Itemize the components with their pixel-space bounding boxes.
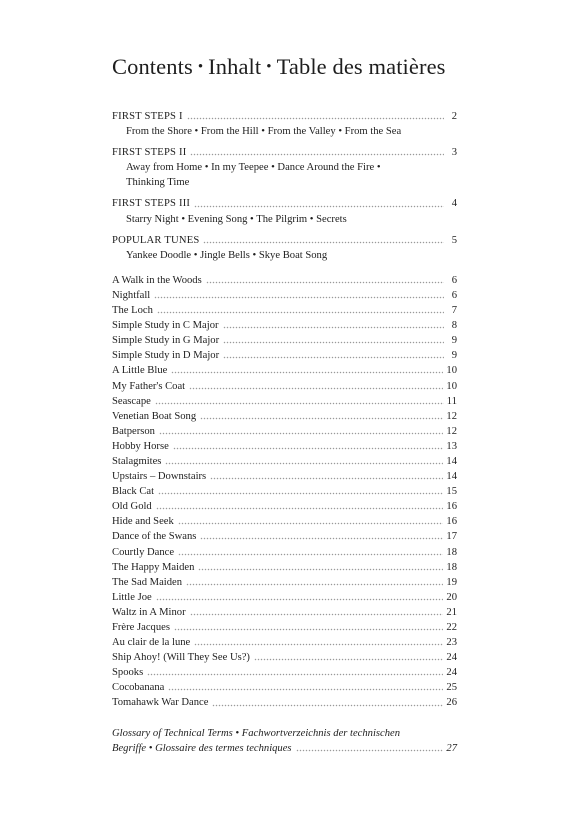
toc-section (112, 109, 457, 139)
dot-leader (159, 432, 443, 435)
page-number: 26 (446, 697, 457, 709)
toc-entry-row[interactable] (112, 454, 457, 469)
section-heading-row[interactable] (112, 145, 457, 160)
toc-entry-row[interactable] (112, 484, 457, 499)
entry-title: Black Cat (112, 486, 155, 498)
toc-entry-row[interactable] (112, 333, 457, 348)
page-number: 24 (446, 652, 457, 664)
title-contents: Contents (112, 54, 193, 79)
toc-entry-row[interactable] (112, 514, 457, 529)
entry-title: The Sad Maiden (112, 576, 183, 588)
toc-entry-row[interactable] (112, 318, 457, 333)
toc-section (112, 145, 457, 190)
entry-title: Stalagmites (112, 455, 162, 467)
entry-title: Hobby Horse (112, 440, 169, 452)
entry-title: The Loch (112, 305, 153, 317)
entry-title: My Father's Coat (112, 380, 186, 392)
page-number: 16 (446, 501, 457, 513)
entry-title: Begriffe • Glossaire des termes techniques (112, 742, 292, 754)
dot-leader (168, 688, 443, 691)
page-number: 14 (446, 455, 457, 467)
page-number: 12 (446, 425, 457, 437)
title-separator: • (197, 59, 204, 75)
dot-leader (200, 537, 443, 540)
toc-entry-row[interactable] (112, 499, 457, 514)
page-number: 18 (446, 546, 457, 558)
page-number: 9 (451, 335, 457, 347)
page-number: 9 (451, 350, 457, 362)
toc-entry-row[interactable] (112, 695, 457, 710)
toc-entry-row[interactable] (112, 469, 457, 484)
entry-title: A Walk in the Woods (112, 274, 202, 286)
toc-entry-row[interactable] (112, 424, 457, 439)
page-number: 27 (446, 742, 457, 754)
toc-entry-row[interactable] (112, 303, 457, 318)
dot-leader (223, 341, 444, 344)
toc-entry-row[interactable] (112, 545, 457, 560)
toc-section (112, 233, 457, 263)
section-subtitle: Yankee Doodle • Jingle Bells • Skye Boat Song (126, 249, 328, 261)
page-number: 24 (446, 667, 457, 679)
dot-leader (156, 598, 444, 601)
page-number: 5 (451, 234, 457, 246)
page-number: 18 (446, 561, 457, 573)
section-subtitle: From the Shore • From the Hill • From the Valley • From the Sea (126, 126, 402, 138)
glossary-line: Glossary of Technical Terms • Fachwortverzeichnis der technischen (112, 727, 401, 739)
toc-entry-row[interactable] (112, 394, 457, 409)
dot-leader (212, 704, 443, 707)
entry-title: Courtly Dance (112, 546, 175, 558)
dot-leader (178, 522, 444, 525)
entry-title: The Happy Maiden (112, 561, 195, 573)
entry-title: Batperson (112, 425, 155, 437)
entry-title: Dance of the Swans (112, 531, 197, 543)
dot-leader (178, 553, 443, 556)
page-number: 21 (446, 606, 457, 618)
entry-title: Simple Study in G Major (112, 335, 220, 347)
title-separator: • (266, 59, 272, 75)
dot-leader (223, 326, 444, 329)
page-number: 14 (446, 471, 457, 483)
entry-title: FIRST STEPS II (112, 147, 187, 159)
entry-title: Frère Jacques (112, 622, 170, 633)
toc-entry-row[interactable] (112, 635, 457, 650)
toc-entry-row[interactable] (112, 409, 457, 424)
toc-entry-row[interactable] (112, 273, 457, 288)
dot-leader (254, 658, 443, 661)
toc-entry-row[interactable] (112, 680, 457, 695)
dot-leader (194, 205, 444, 208)
page-number: 17 (446, 531, 457, 543)
dot-leader (210, 477, 443, 480)
dot-leader (190, 153, 444, 156)
dot-leader (154, 296, 444, 299)
page-number: 23 (446, 637, 457, 649)
entry-title: Venetian Boat Song (112, 410, 197, 422)
toc-entry-row[interactable] (112, 605, 457, 620)
dot-leader (189, 387, 443, 390)
page-number: 22 (446, 622, 457, 633)
section-subtitle: Starry Night • Evening Song • The Pilgrim • Secrets (126, 213, 347, 225)
toc-entry-row[interactable] (112, 439, 457, 454)
entry-title: Seascape (112, 395, 151, 407)
toc-entry-row[interactable] (112, 288, 457, 303)
entry-title: Cocobanana (112, 682, 165, 694)
page-number: 6 (451, 289, 457, 301)
entry-title: Nightfall (112, 289, 151, 301)
section-heading-row[interactable] (112, 233, 457, 248)
dot-leader (186, 583, 443, 586)
dot-leader (198, 568, 443, 571)
page-number: 3 (451, 147, 457, 159)
dot-leader (223, 356, 444, 359)
page-number: 19 (446, 576, 457, 588)
toc-entry-row[interactable] (112, 529, 457, 544)
toc-entry-row[interactable] (112, 665, 457, 680)
entry-title: Simple Study in D Major (112, 350, 220, 362)
title-table-des-matieres: Table des matières (276, 54, 446, 79)
entry-title: Old Gold (112, 501, 152, 513)
entry-title: POPULAR TUNES (112, 234, 200, 246)
page-number: 2 (451, 111, 457, 122)
toc-entry-row[interactable] (112, 650, 457, 665)
toc-entry-row[interactable] (112, 379, 457, 394)
toc-entry-row[interactable] (112, 560, 457, 575)
entry-title: Little Joe (112, 591, 152, 603)
section-heading-row[interactable] (112, 196, 457, 211)
dot-leader (156, 507, 444, 510)
dot-leader (173, 447, 444, 450)
dot-leader (155, 402, 444, 405)
entry-title: Tomahawk War Dance (112, 697, 209, 709)
toc-entry-row[interactable] (112, 575, 457, 590)
toc-entry-row[interactable] (112, 363, 457, 378)
entry-title: Spooks (112, 667, 144, 679)
page-number: 10 (446, 365, 457, 377)
page-number: 25 (446, 682, 457, 694)
page-number: 12 (446, 410, 457, 422)
dot-leader (157, 311, 444, 314)
page-number: 6 (451, 274, 457, 286)
dot-leader (194, 643, 443, 646)
glossary-row[interactable] (112, 741, 457, 756)
toc-entry-row[interactable] (112, 590, 457, 605)
dot-leader (187, 117, 444, 120)
dot-leader (296, 749, 444, 752)
page-number: 16 (446, 516, 457, 528)
page-number: 13 (446, 440, 457, 452)
page-title (112, 52, 532, 85)
toc-section (112, 196, 457, 226)
page-number: 10 (446, 380, 457, 392)
entry-title: Waltz in A Minor (112, 606, 186, 618)
table-of-contents (112, 109, 457, 756)
entry-title: FIRST STEPS I (112, 111, 183, 122)
section-heading-row[interactable] (112, 109, 457, 124)
page-number: 15 (446, 486, 457, 498)
section-subtitle: Thinking Time (126, 177, 190, 189)
dot-leader (203, 241, 444, 244)
page-number: 4 (451, 198, 457, 210)
page-number: 7 (451, 305, 457, 317)
entry-title: A Little Blue (112, 365, 168, 377)
entry-title: Ship Ahoy! (Will They See Us?) (112, 652, 250, 664)
page-number: 11 (446, 395, 457, 407)
dot-leader (174, 628, 443, 631)
toc-entry-row[interactable] (112, 348, 457, 363)
entry-title: Upstairs – Downstairs (112, 471, 207, 483)
toc-entry-row[interactable] (112, 620, 457, 635)
entry-title: Au clair de la lune (112, 637, 191, 649)
dot-leader (171, 371, 443, 374)
glossary-entry[interactable] (112, 726, 457, 756)
dot-leader (190, 613, 444, 616)
dot-leader (200, 417, 443, 420)
dot-leader (165, 462, 443, 465)
dot-leader (206, 281, 444, 284)
dot-leader (147, 673, 443, 676)
entry-title: Hide and Seek (112, 516, 174, 528)
page-number: 20 (446, 591, 457, 603)
page-number: 8 (451, 320, 457, 332)
section-subtitle: Away from Home • In my Teepee • Dance Around the Fire • (126, 162, 381, 174)
title-inhalt: Inhalt (208, 54, 262, 79)
entry-title: FIRST STEPS III (112, 198, 191, 210)
entry-title: Simple Study in C Major (112, 320, 219, 332)
dot-leader (158, 492, 443, 495)
